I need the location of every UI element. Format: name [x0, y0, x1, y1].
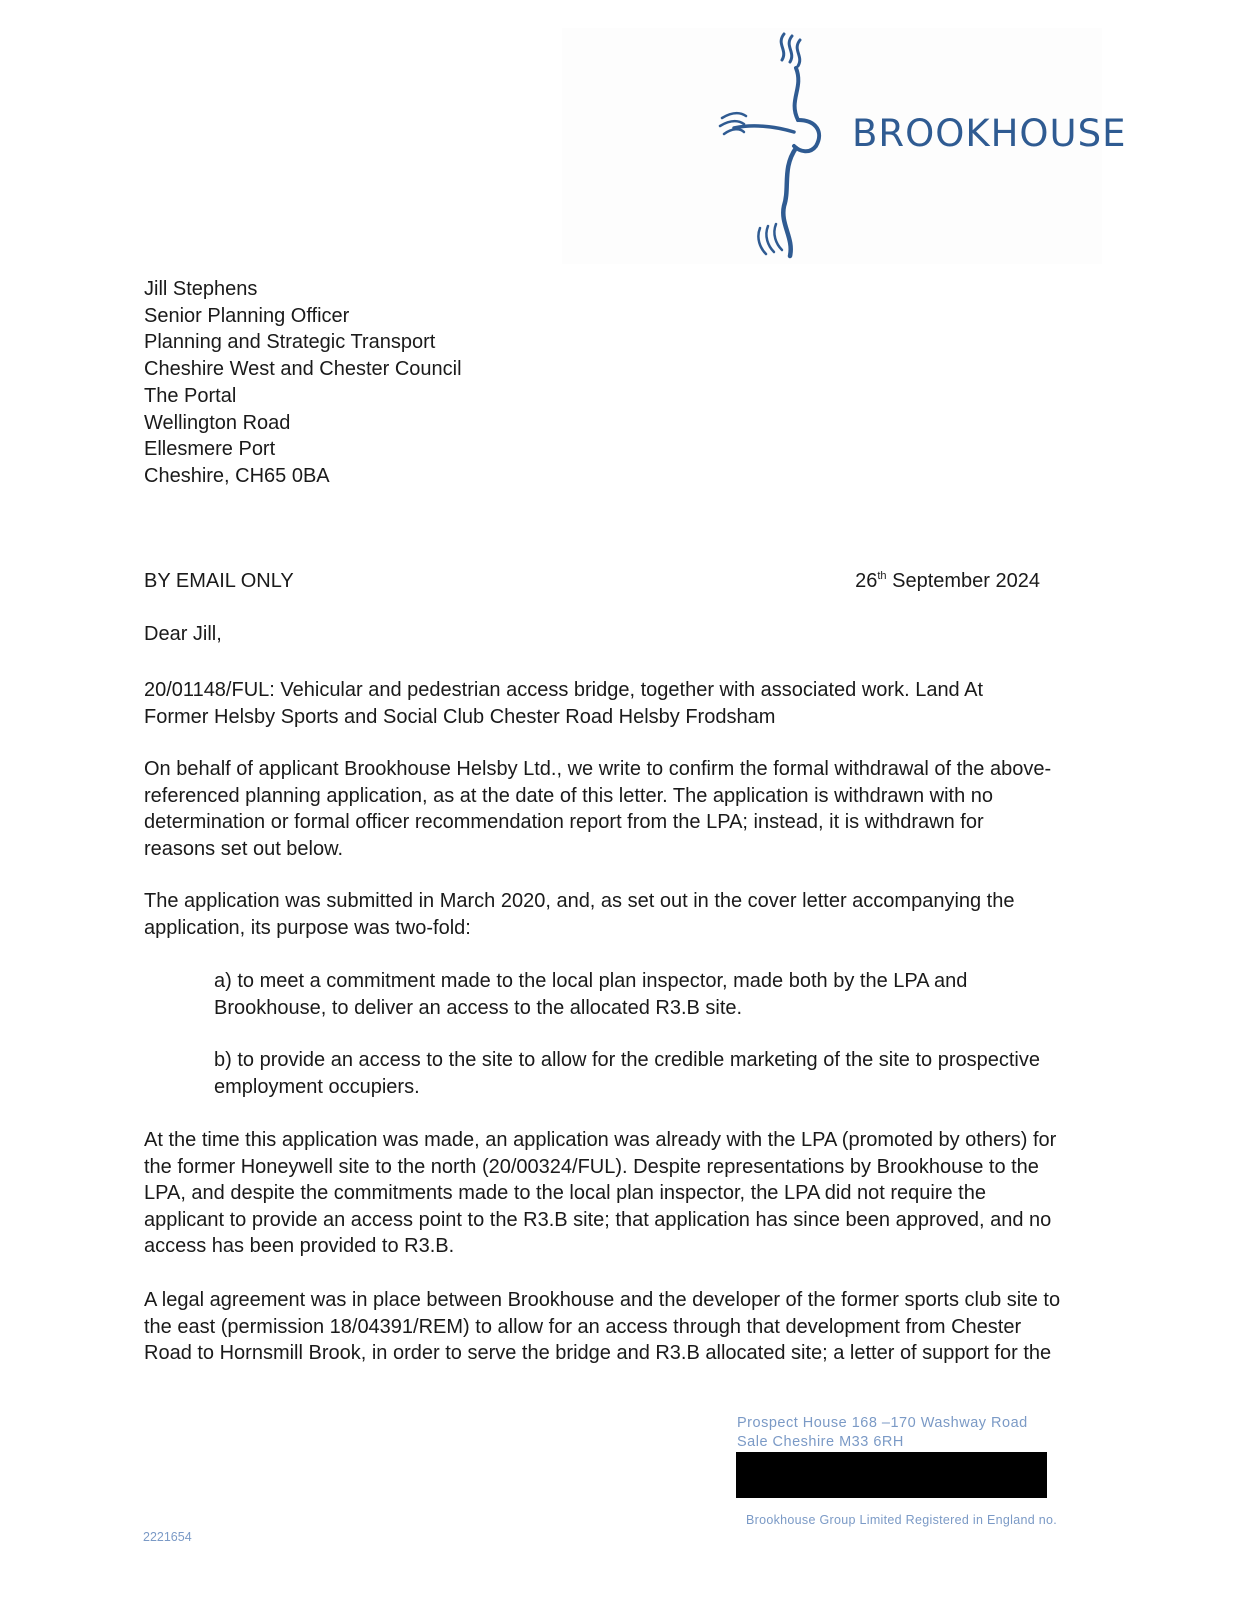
address-line: Ellesmere Port — [144, 438, 276, 461]
date-rest: September 2024 — [892, 570, 1040, 592]
address-line: Planning and Strategic Transport — [144, 331, 436, 354]
text-line: LPA, and despite the commitments made to the local plan inspector, the LPA did not require the — [144, 1182, 986, 1204]
text-line: Road to Hornsmill Brook, in order to serve the bridge and R3.B allocated site; a letter of support for the — [144, 1342, 1052, 1364]
footer-registration: Brookhouse Group Limited Registered in England no. — [746, 1513, 1058, 1527]
text-line: application, its purpose was two-fold: — [144, 916, 471, 939]
text-line: determination or formal officer recommendation report from the LPA; instead, it is withdrawn for — [144, 811, 984, 833]
text-line: referenced planning application, as at the date of this letter. The application is withdrawn with no — [144, 784, 994, 807]
footer-address-line: Sale Cheshire M33 6RH — [737, 1434, 904, 1450]
footer-address — [737, 1414, 1028, 1452]
text-line: b) to provide an access to the site to allow for the credible marketing of the site to prospective — [214, 1049, 1040, 1071]
redacted-block — [736, 1452, 1047, 1498]
address-line: Cheshire West and Chester Council — [144, 358, 462, 381]
text-line: Brookhouse, to deliver an access to the allocated R3.B site. — [214, 996, 743, 1019]
bird-logo-icon — [712, 28, 852, 264]
text-line: the east (permission 18/04391/REM) to allow for an access through that development from Chester — [144, 1315, 1022, 1338]
address-line: Cheshire, CH65 0BA — [144, 464, 330, 487]
text-line: a) to meet a commitment made to the local plan inspector, made both by the LPA and — [214, 970, 968, 992]
list-item-b — [214, 1047, 1074, 1100]
footer-address-line: Prospect House 168 –170 Washway Road — [737, 1415, 1028, 1431]
text-line: employment occupiers. — [214, 1075, 420, 1098]
paragraph-withdrawal — [144, 756, 1074, 862]
address-line: The Portal — [144, 384, 237, 407]
paragraph-purpose — [144, 888, 1074, 941]
text-line: On behalf of applicant Brookhouse Helsby Ltd., we write to confirm the formal withdrawal of the above- — [144, 758, 1052, 780]
list-item-a — [214, 968, 1074, 1021]
brookhouse-wordmark: BROOKHOUSE — [852, 112, 1127, 155]
text-line: At the time this application was made, an application was already with the LPA (promoted by others) for — [144, 1129, 1057, 1151]
delivery-method: BY EMAIL ONLY — [144, 570, 294, 592]
text-line: applicant to provide an access point to the R3.B site; that application has since been approved, and no — [144, 1208, 1052, 1231]
address-line: Jill Stephens — [144, 278, 258, 300]
date-suffix: th — [877, 570, 887, 582]
recipient-address — [144, 276, 462, 490]
text-line: access has been provided to R3.B. — [144, 1235, 455, 1257]
footer-company-number: 2221654 — [143, 1530, 192, 1544]
address-line: Wellington Road — [144, 411, 291, 434]
text-line: the former Honeywell site to the north (20/00324/FUL). Despite representations by Brookhouse to the — [144, 1155, 1039, 1178]
text-line: A legal agreement was in place between Brookhouse and the developer of the former sports club site to — [144, 1289, 1061, 1311]
letter-date — [855, 570, 1040, 593]
address-line: Senior Planning Officer — [144, 304, 350, 327]
subject-line: Former Helsby Sports and Social Club Chester Road Helsby Frodsham — [144, 705, 776, 728]
text-line: reasons set out below. — [144, 837, 344, 860]
paragraph-honeywell — [144, 1127, 1074, 1260]
letterhead-logo — [562, 28, 1127, 264]
salutation: Dear Jill, — [144, 623, 222, 645]
date-day: 26 — [855, 570, 878, 592]
paragraph-legal-agreement — [144, 1287, 1074, 1367]
subject-heading — [144, 677, 1044, 730]
text-line: The application was submitted in March 2020, and, as set out in the cover letter accompanying the — [144, 890, 1015, 912]
subject-line: 20/01148/FUL: Vehicular and pedestrian access bridge, together with associated work. Land At — [144, 679, 984, 701]
